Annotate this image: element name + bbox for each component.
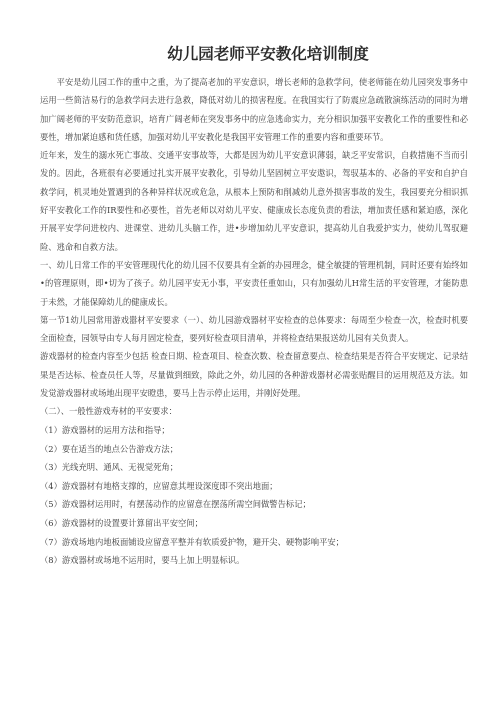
paragraph-background: 近年来，发生的溺水死亡事故、交通平安事故等，大都是因为幼儿平安意识薄弱，缺乏平安常识，自救措施不当而引发的。因此，各班很有必要通过扎实开展平安教化，引导幼儿坚固树立平安遨识，驾驭基本的、必备的平安和自护自救学问，机灵地处置遇到的各种异样状况或危急，从根本上预防和削减幼儿意外损害事故的发生，我园要充分相识抓好平安教化工作的IR要性和必要性，首先老师以对幼儿平安、健康成长态度负责的看法，增加责任感和紧迫感，深化开展平安学问进校内、进课堂、进幼儿头脑工作，进•步增加幼儿平安意识，提高幼儿自我爱护实力，使幼儿驾驭避险、逃命和自救方法。 bbox=[40, 150, 468, 252]
paragraph-inspection-content: 游戏器材的检查内容至少包括 检查日期、检查项目、检查次数、检查留意要点、检查结果是否符合平安规定、记录结果是否达标、检查员任人等，尽量做到细致，除此之外，幼儿园的各种游戏器材必需张贴醒目的运用规范及方法。如发觉游戏器材或场地出现平安瞪患，要马上告示停止运用，并刚好处理。 bbox=[40, 351, 468, 399]
paragraph-intro: 平安是幼儿园工作的重中之重，为了提高老加的平安意识，增长老师的急救学问，使老师能在幼儿园突发事务中运用一些简洁易行的急救学问去进行急救，降低对幼儿的损害程度。在我国实行了防震应急疏散演练活动的同时为增加广阔老师的平安防范意识，培育广阔老师在突发事务中的应急逃命实力，充分相识加强平安教化工作的重要性和必要性，增加紧迫感和货任感，加强对幼儿平安教化是我国平安管理工作的重要内容和重要环节。 bbox=[40, 77, 468, 142]
list-item: （8）游戏器材或场地不运用时，要马上加上明显标识。 bbox=[40, 555, 245, 566]
document-page bbox=[40, 44, 468, 570]
list-item: （2）要在适当的地点公告游戏方法； bbox=[40, 443, 179, 454]
document-title: 幼儿园老师平安教化培训制度 bbox=[167, 44, 369, 63]
paragraph-daily-management: 一、幼儿日常工作的平安管理现代化的幼儿园不仅要具有全新的办园理念，健全敏捷的管理机制，同时还要有始终如•的管理原则，即•切为了孩子。幼儿园平安无小事，平安责任重如山，只有加强幼儿H常生活的平安管理，才能防患于未然，才能保障幼儿的健康成长。 bbox=[40, 259, 468, 307]
section-heading: （二）、一般性游戏寿材的平安要求： bbox=[40, 406, 177, 417]
list-item: （3）光线充明、通风、无视觉死角； bbox=[40, 462, 179, 473]
list-item: （4）游戏器材有地格支撑的，应留意其埋设深度即不突出地面； bbox=[40, 480, 278, 491]
paragraph-equipment-requirements: 第一节1幼儿园常用游戏嚣材平安要求（一）、幼儿园游戏器材平安检查的总体要求：每周至少检查一次，检查时机要全面检查，园领导由专人每月固定检查，要列好检查项目清单，并将检查结果报送幼儿园有关负责人。 bbox=[40, 314, 468, 344]
list-item: （6）游戏器材的设置要计算留出平安空间； bbox=[40, 517, 203, 528]
list-item: （5）游戏器材运用时，有摆荡动作的应留意在摆荡所需空间做警告标记； bbox=[40, 499, 311, 510]
list-item: （7）游戏场地内地板面铺设应留意平整并有软质爱护物，避开尖、硬物影响平安； bbox=[40, 536, 344, 547]
list-item: （1）游戏器材的运用方法和指导； bbox=[40, 424, 170, 435]
